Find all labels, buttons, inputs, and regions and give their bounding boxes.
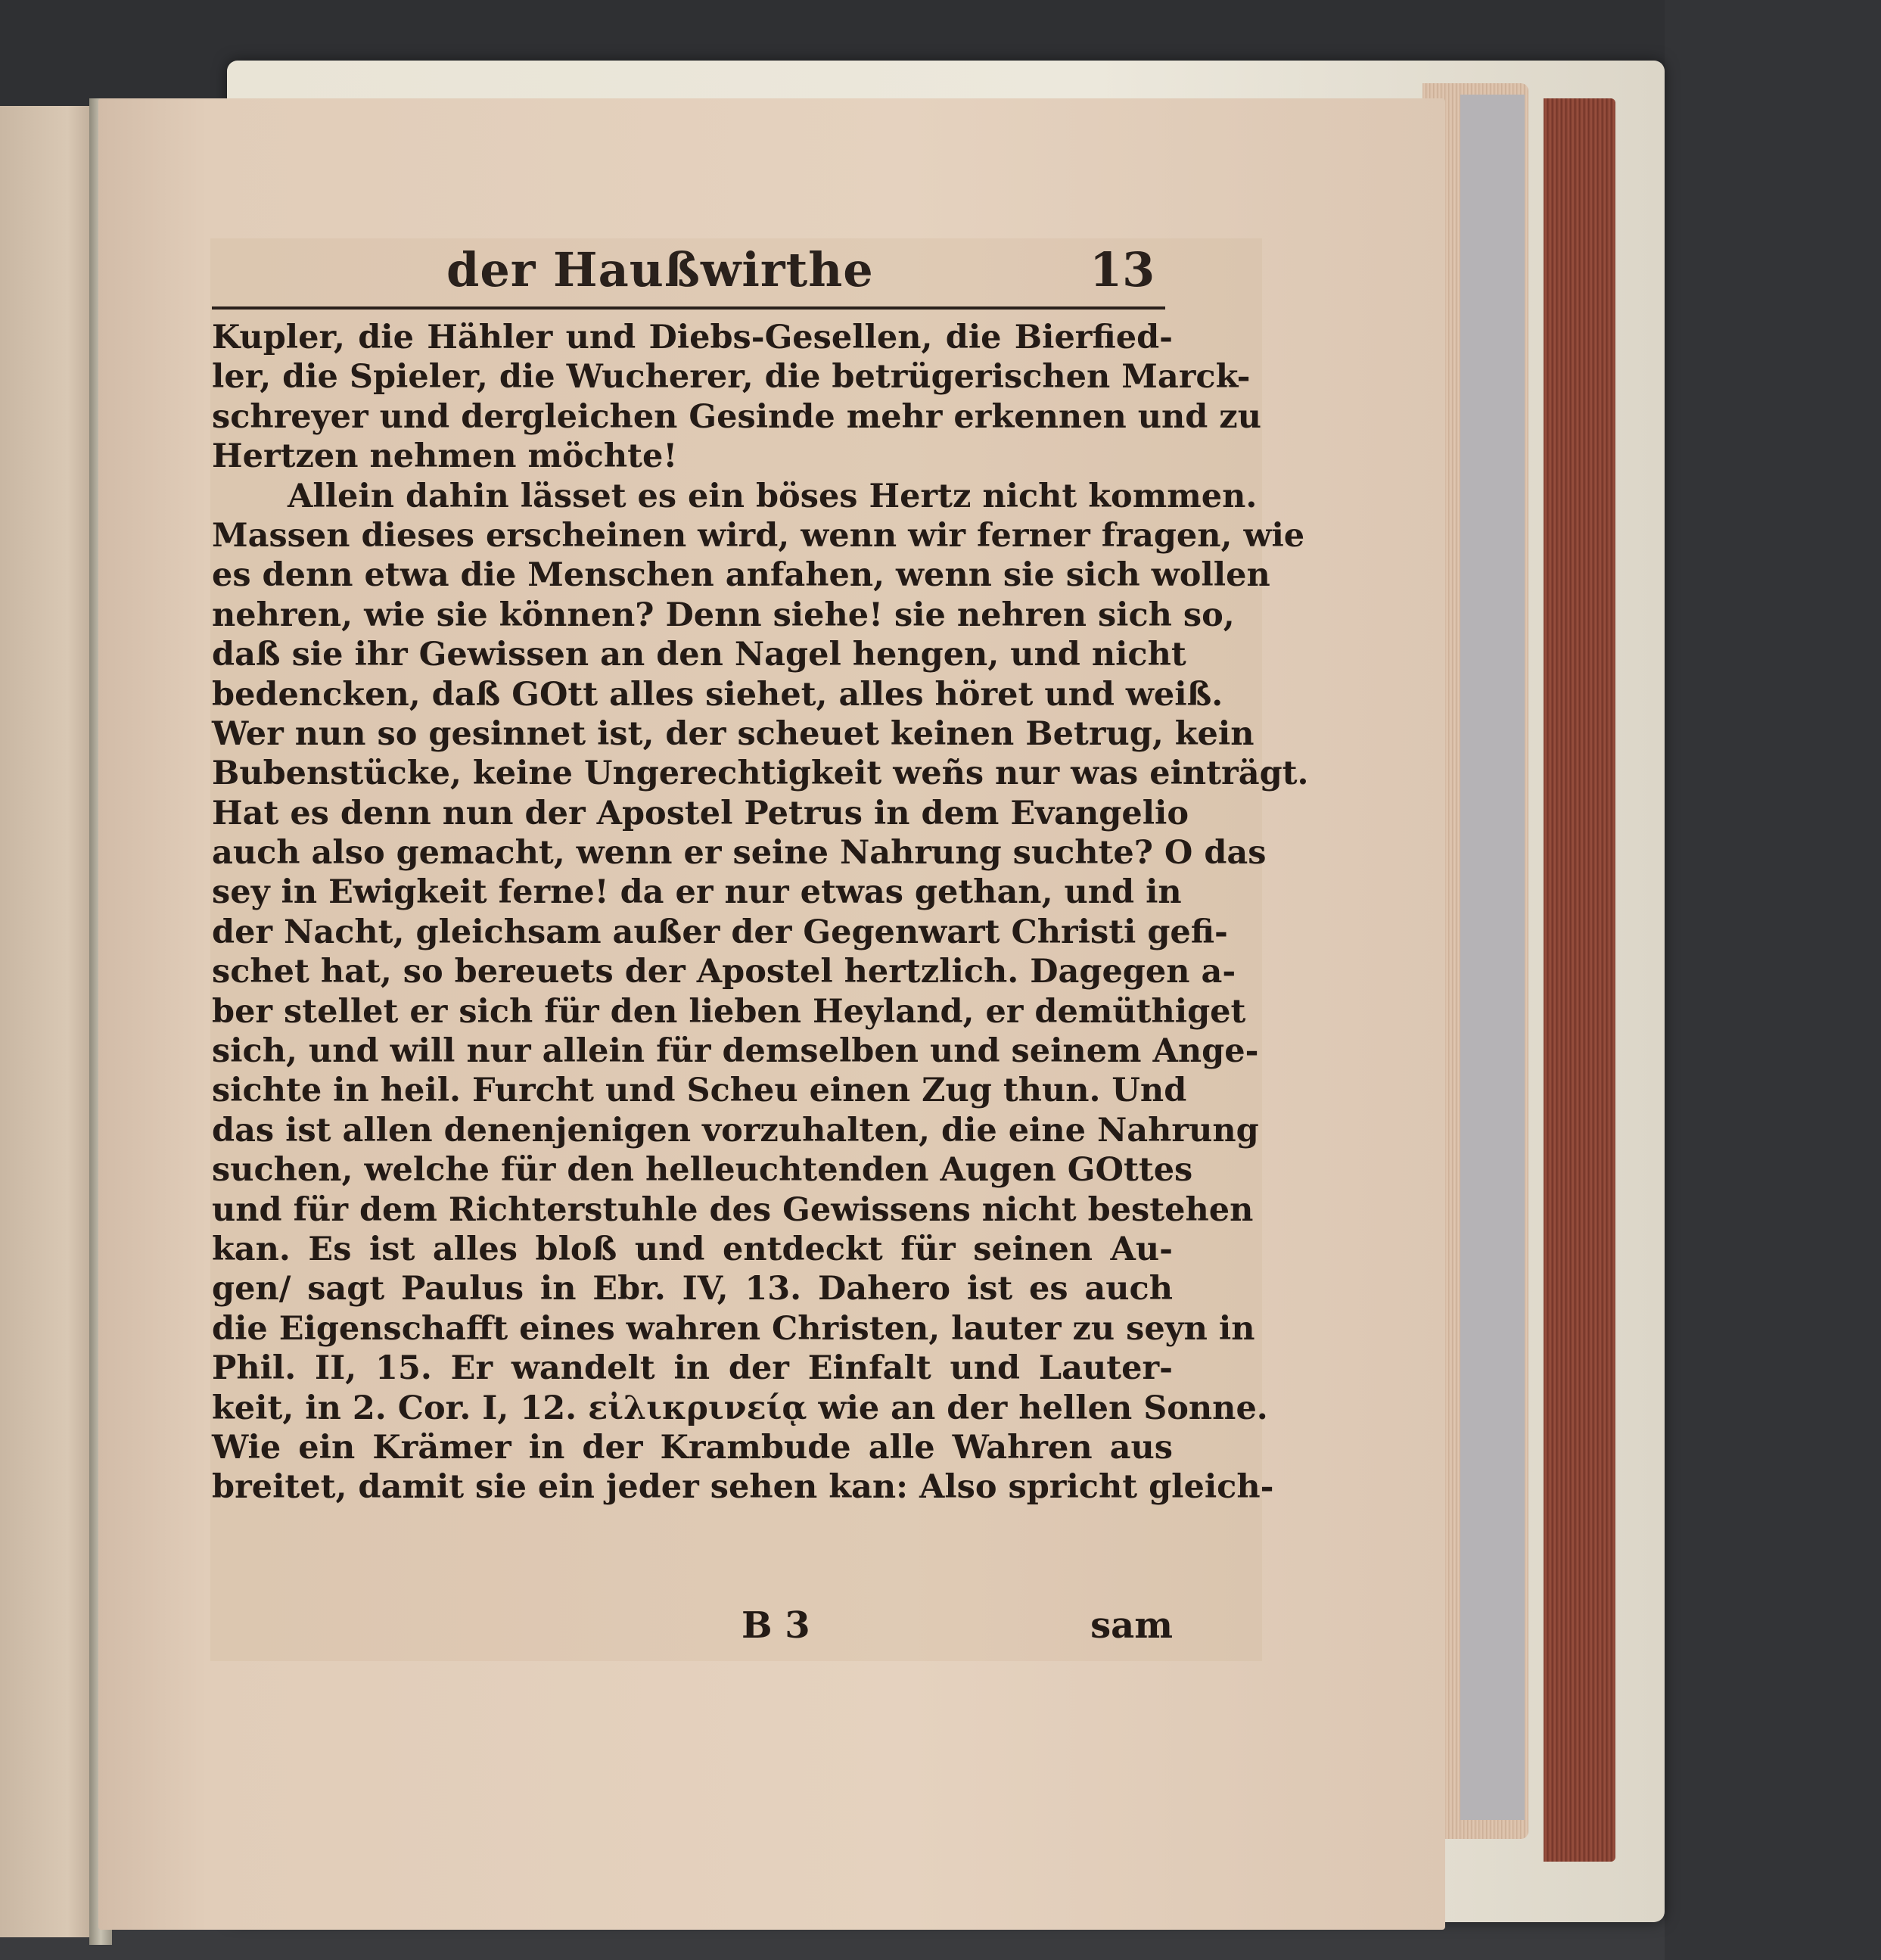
text-line: es denn etwa die Menschen anfahen, wenn sie sich wollen [212,556,1270,595]
text-line: ber stellet er sich für den lieben Heyland, er demüthiget [212,992,1246,1031]
signature-mark: B 3 [742,1604,810,1647]
text-line: suchen, welche für den helleuchtenden Augen GOttes [212,1151,1193,1190]
text-line: schet hat, so bereuets der Apostel hertzlich. Dagegen a- [212,953,1236,991]
text-line: auch also gemacht, wenn er seine Nahrung suchte? O das [212,834,1267,873]
page-footer [212,1604,1173,1650]
backdrop-right [1665,0,1881,1960]
text-line: die Eigenschafft eines wahren Christen, lauter zu seyn in [212,1309,1255,1348]
text-line: nehren, wie sie können? Denn siehe! sie nehren sich so, [212,596,1235,634]
red-page-edges [1544,98,1615,1862]
running-head: der Haußwirthe [446,242,874,297]
text-line: kan. Es ist alles bloß und entdeckt für seinen Au- [212,1230,1173,1268]
text-line: Kupler, die Hähler und Diebs-Gesellen, die Bierfied- [212,319,1173,356]
text-line: Wie ein Krämer in der Krambude alle Wahren aus [212,1428,1173,1467]
text-line: ler, die Spieler, die Wucherer, die betrügerischen Marck- [212,358,1251,397]
text-line: Bubenstücke, keine Ungerechtigkeit weñs nur was einträgt. [212,754,1309,793]
text-line: der Nacht, gleichsam außer der Gegenwart Christi gefi- [212,913,1228,951]
inserted-sheet [1460,95,1525,1820]
text-line: schreyer und dergleichen Gesinde mehr erkennen und zu [212,397,1261,436]
header-rule [212,306,1165,310]
text-line: Hat es denn nun der Apostel Petrus in dem Evangelio [212,794,1189,832]
text-line: sichte in heil. Furcht und Scheu einen Zug thun. Und [212,1072,1187,1110]
text-line: das ist allen denenjenigen vorzuhalten, die eine Nahrung [212,1111,1259,1150]
text-line: breitet, damit sie ein jeder sehen kan: Also spricht gleich- [212,1468,1274,1507]
text-line: bedencken, daß GOtt alles siehet, alles höret und weiß. [212,675,1223,714]
left-page-edge [0,106,97,1937]
text-line: und für dem Richterstuhle des Gewissens nicht bestehen [212,1190,1254,1229]
text-line: keit, in 2. Cor. I, 12. εἰλικρινείᾳ wie an der hellen Sonne. [212,1389,1268,1427]
text-line: sey in Ewigkeit ferne! da er nur etwas gethan, und in [212,873,1182,912]
body-text [212,318,1309,1507]
catchword: sam [1090,1604,1173,1647]
text-line: Massen dieses erscheinen wird, wenn wir ferner fragen, wie [212,516,1305,555]
text-line: Phil. II, 15. Er wandelt in der Einfalt und Lauter- [212,1349,1173,1388]
text-line: Wer nun so gesinnet ist, der scheuet keinen Betrug, kein [212,714,1255,753]
text-line: gen/ sagt Paulus in Ebr. IV, 13. Dahero ist es auch [212,1270,1173,1308]
text-line: daß sie ihr Gewissen an den Nagel hengen, und nicht [212,636,1186,674]
text-line: Allein dahin lässet es ein böses Hertz nicht kommen. [288,477,1258,515]
text-line: sich, und will nur allein für demselben und seinem Ange- [212,1032,1259,1071]
page-number: 13 [1090,242,1155,297]
text-line: Hertzen nehmen möchte! [212,437,678,476]
